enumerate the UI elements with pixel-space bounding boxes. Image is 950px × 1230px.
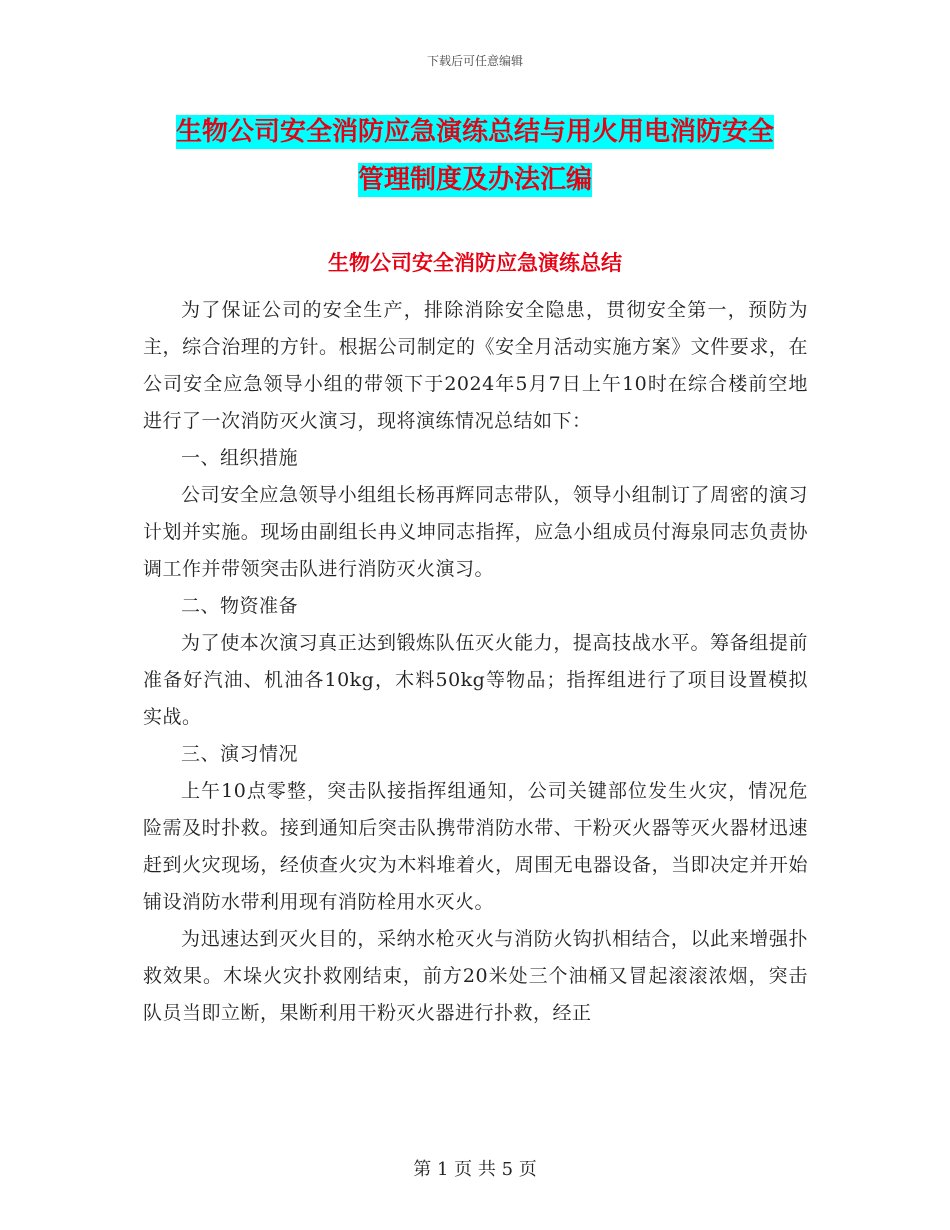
paragraph: 为迅速达到灭火目的，采纳水枪灭火与消防火钩扒相结合，以此来增强扑救效果。木垛火灾扑救刚结束，前方20米处三个油桶又冒起滚滚浓烟，突击队员当即立断，果断利用干粉灭火器进行扑救，经正 <box>143 928 808 1024</box>
title-line-1: 生物公司安全消防应急演练总结与用火用电消防安全 <box>175 117 774 147</box>
heading-drill: 三、演习情况 <box>181 743 299 765</box>
page-footer: 第 1 页 共 5 页 <box>413 1159 537 1180</box>
document-title <box>143 108 807 204</box>
section-title: 生物公司安全消防应急演练总结 <box>328 251 622 275</box>
title-line-2: 管理制度及办法汇编 <box>357 165 592 195</box>
heading-organization: 一、组织措施 <box>181 447 299 469</box>
paragraph: 为了使本次演习真正达到锻炼队伍灭火能力，提高技战水平。筹备组提前准备好汽油、机油各10kg，木料50kg等物品；指挥组进行了项目设置模拟实战。 <box>143 632 808 728</box>
paragraph: 为了保证公司的安全生产，排除消除安全隐患，贯彻安全第一，预防为主，综合治理的方针。根据公司制定的《安全月活动实施方案》文件要求，在公司安全应急领导小组的带领下于2024年5月7日上午10时在综合楼前空地进行了一次消防灭火演习，现将演练情况总结如下： <box>143 299 808 432</box>
body-text <box>143 292 808 1032</box>
paragraph: 公司安全应急领导小组组长杨再辉同志带队，领导小组制订了周密的演习计划并实施。现场由副组长冉义坤同志指挥，应急小组成员付海泉同志负责协调工作并带领突击队进行消防灭火演习。 <box>143 484 808 580</box>
header-note: 下载后可任意编辑 <box>426 54 523 68</box>
paragraph: 上午10点零整，突击队接指挥组通知，公司关键部位发生火灾，情况危险需及时扑救。接到通知后突击队携带消防水带、干粉灭火器等灭火器材迅速赶到火灾现场，经侦查火灾为木料堆着火，周围无电器设备，当即决定并开始铺设消防水带利用现有消防栓用水灭火。 <box>143 780 808 913</box>
heading-materials: 二、物资准备 <box>181 595 299 617</box>
